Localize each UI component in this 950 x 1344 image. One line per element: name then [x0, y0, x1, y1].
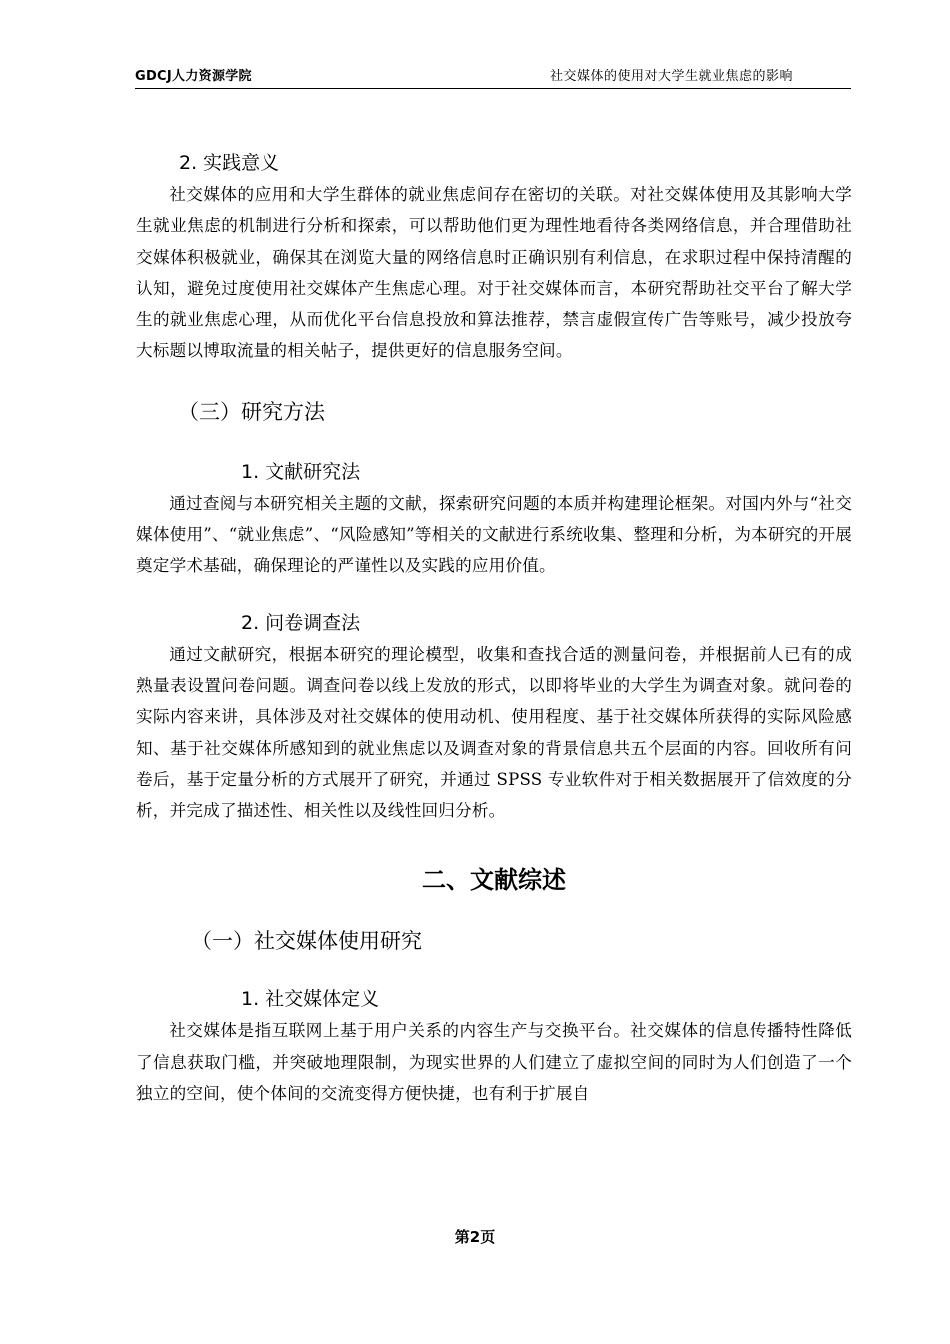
- literature-method-paragraph: 通过查阅与本研究相关主题的文献，探索研究问题的本质并构建理论框架。对国内外与“社交媒体使用”、“就业焦虑”、“风险感知”等相关的文献进行系统收集、整理和分析，为本研究的开展奠定学术基础，确保理论的严谨性以及实践的应用价值。: [136, 493, 852, 576]
- social-media-research-heading: （一）社交媒体使用研究: [191, 929, 422, 954]
- research-methods-heading: （三）研究方法: [178, 399, 325, 424]
- page-content: [136, 148, 852, 1109]
- survey-method-heading: 2. 问卷调查法: [241, 611, 361, 634]
- practical-significance-paragraph: 社交媒体的应用和大学生群体的就业焦虑间存在密切的关联。对社交媒体使用及其影响大学生就业焦虑的机制进行分析和探索，可以帮助他们更为理性地看待各类网络信息，并合理借助社交媒体积极就业，确保其在浏览大量的网络信息时正确识别有利信息，在求职过程中保持清醒的认知，避免过度使用社交媒体产生焦虑心理。对于社交媒体而言，本研究帮助社交平台了解大学生的就业焦虑心理，从而优化平台信息投放和算法推荐，禁言虚假宣传广告等账号，减少投放夸大标题以博取流量的相关帖子，提供更好的信息服务空间。: [136, 185, 852, 361]
- page-number: 第2页: [454, 1228, 496, 1246]
- practical-significance-heading: 2. 实践意义: [179, 152, 280, 174]
- survey-method-paragraph: 通过文献研究，根据本研究的理论模型，收集和查找合适的测量问卷，并根据前人已有的成熟量表设置问卷问题。调查问卷以线上发放的形式，以即将毕业的大学生为调查对象。就问卷的实际内容来讲，具体涉及对社交媒体的使用动机、使用程度、基于社交媒体所获得的实际风险感知、基于社交媒体所感知到的就业焦虑以及调查对象的背景信息共五个层面的内容。回收所有问卷后，基于定量分析的方式展开了研究，并通过 SPSS 专业软件对于相关数据展开了信效度的分析，并完成了描述性、相关性以及线性回归分析。: [136, 644, 852, 821]
- social-media-definition-paragraph: 社交媒体是指互联网上基于用户关系的内容生产与交换平台。社交媒体的信息传播特性降低了信息获取门槛，并突破地理限制，为现实世界的人们建立了虚拟空间的同时为人们创造了一个独立的空间，使个体间的交流变得方便快捷，也有利于扩展自: [136, 1021, 852, 1104]
- header-document-title: 社交媒体的使用对大学生就业焦虑的影响: [549, 69, 793, 84]
- header-institution: GDCJ人力资源学院: [135, 69, 252, 84]
- page-header: [135, 64, 851, 89]
- literature-method-heading: 1. 文献研究法: [241, 460, 361, 483]
- literature-review-heading: 二、文献综述: [422, 866, 566, 895]
- social-media-definition-heading: 1. 社交媒体定义: [241, 988, 380, 1011]
